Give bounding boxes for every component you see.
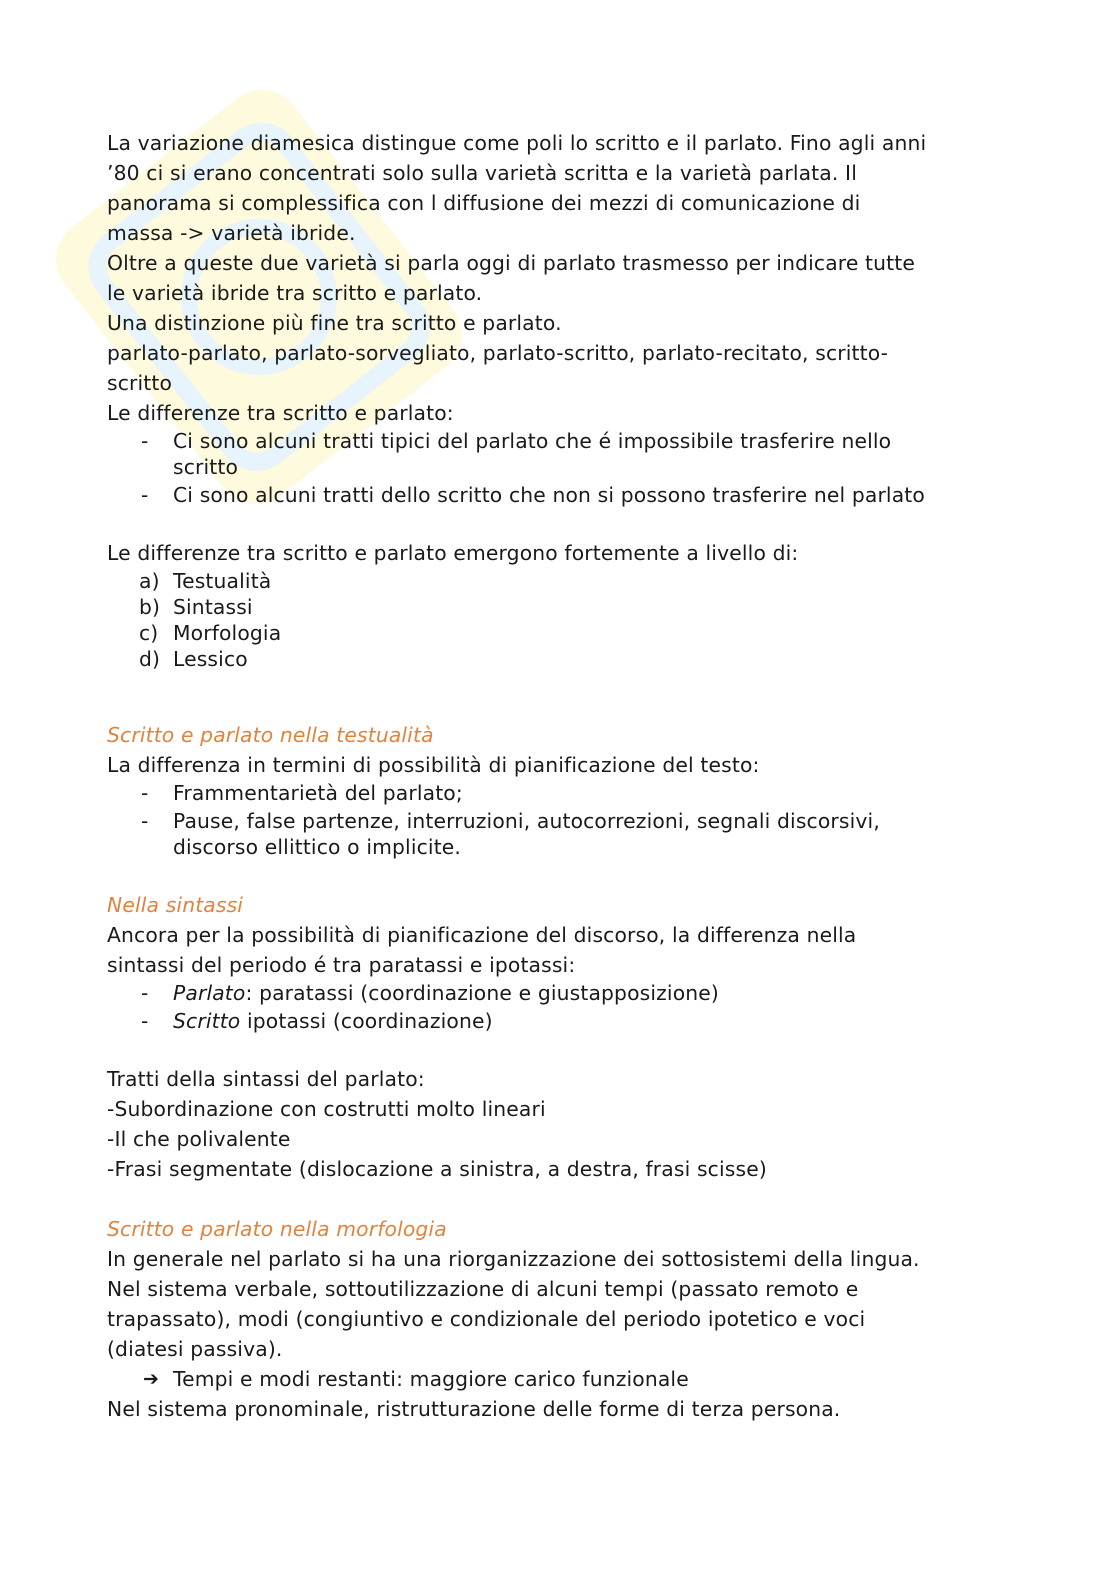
document-page xyxy=(107,128,1007,1424)
morfologia-line: trapassato), modi (congiuntivo e condizionale del periodo ipotetico e voci xyxy=(107,1307,866,1331)
intro-line: Una distinzione più fine tra scritto e parlato. xyxy=(107,311,562,335)
morfologia-line: In generale nel parlato si ha una riorganizzazione dei sottosistemi della lingua. xyxy=(107,1247,920,1271)
levels-list xyxy=(107,568,1007,672)
intro-line: parlato-parlato, parlato-sorvegliato, parlato-scritto, parlato-recitato, scritto- xyxy=(107,341,889,365)
list-item: d) Lessico xyxy=(139,647,248,671)
traits-line: Tratti della sintassi del parlato: xyxy=(107,1067,425,1091)
list-item: c) Morfologia xyxy=(139,621,282,645)
testualita-list xyxy=(107,780,1007,860)
intro-paragraph xyxy=(107,128,1007,428)
traits-line: -Subordinazione con costrutti molto lineari xyxy=(107,1097,546,1121)
arrow-right-icon: ➔ xyxy=(143,1368,160,1390)
intro-line: Le differenze tra scritto e parlato: xyxy=(107,401,454,425)
intro-line: panorama si complessifica con l diffusione dei mezzi di comunicazione di xyxy=(107,191,861,215)
traits-line: -Frasi segmentate (dislocazione a sinistra, a destra, frasi scisse) xyxy=(107,1157,767,1181)
list-item: b) Sintassi xyxy=(139,595,253,619)
list-item: a) Testualità xyxy=(139,569,272,593)
list-item: - Frammentarietà del parlato; xyxy=(107,780,1007,806)
intro-line: le varietà ibride tra scritto e parlato. xyxy=(107,281,483,305)
intro-line: La variazione diamesica distingue come poli lo scritto e il parlato. Fino agli anni xyxy=(107,131,927,155)
testualita-lead: La differenza in termini di possibilità di pianificazione del testo: xyxy=(107,753,760,777)
list-item: - Parlato: paratassi (coordinazione e giustapposizione) xyxy=(107,980,1007,1006)
morfologia-line: (diatesi passiva). xyxy=(107,1337,283,1361)
section-heading-sintassi: Nella sintassi xyxy=(107,893,244,917)
traits-line: -Il che polivalente xyxy=(107,1127,291,1151)
sintassi-list xyxy=(107,980,1007,1034)
sintassi-line: Ancora per la possibilità di pianificazione del discorso, la differenza nella xyxy=(107,923,857,947)
section-heading-morfologia: Scritto e parlato nella morfologia xyxy=(107,1217,447,1241)
morfologia-line: Nel sistema verbale, sottoutilizzazione di alcuni tempi (passato remoto e xyxy=(107,1277,859,1301)
intro-line: Oltre a queste due varietà si parla oggi di parlato trasmesso per indicare tutte xyxy=(107,251,915,275)
intro-line: ’80 ci si erano concentrati solo sulla varietà scritta e la varietà parlata. Il xyxy=(107,161,857,185)
section-heading-testualita: Scritto e parlato nella testualità xyxy=(107,723,434,747)
morfologia-closing: Nel sistema pronominale, ristrutturazione delle forme di terza persona. xyxy=(107,1397,841,1421)
arrow-list-item: ➔ Tempi e modi restanti: maggiore carico funzionale xyxy=(107,1364,1007,1394)
list-item: - Ci sono alcuni tratti tipici del parlato che é impossibile trasferire nello scritto xyxy=(107,428,1007,480)
differences-list xyxy=(107,428,1007,508)
levels-lead: Le differenze tra scritto e parlato emergono fortemente a livello di: xyxy=(107,541,799,565)
list-item: - Scritto ipotassi (coordinazione) xyxy=(107,1008,1007,1034)
intro-line: massa -> varietà ibride. xyxy=(107,221,356,245)
list-item: - Pause, false partenze, interruzioni, autocorrezioni, segnali discorsivi, discorso ellittico o implicite. xyxy=(107,808,1007,860)
intro-line: scritto xyxy=(107,371,173,395)
list-item: - Ci sono alcuni tratti dello scritto che non si possono trasferire nel parlato xyxy=(107,482,1007,508)
sintassi-line: sintassi del periodo é tra paratassi e ipotassi: xyxy=(107,953,576,977)
